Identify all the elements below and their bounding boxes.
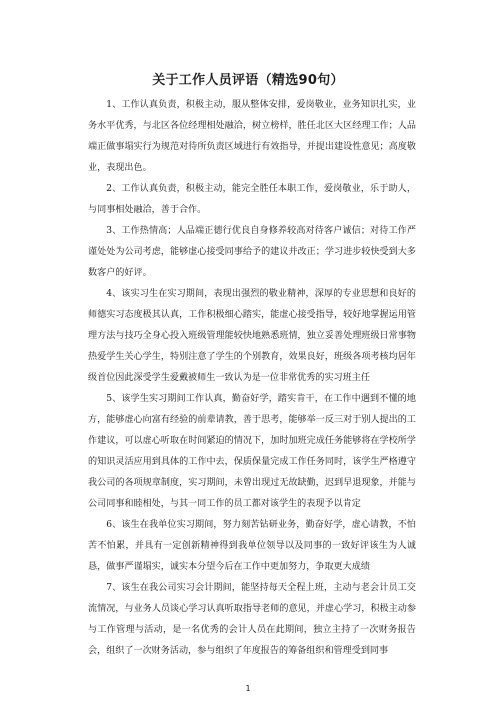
- paragraph-7: 7、该生在我公司实习会计期间，能坚持每天全程上班，主动与老会计员工交流情况，与业务人员谈心学习认真听取指导老师的意见，并虚心学习，积极主动参与工作管理与活动，是一名优秀的会计人员在此期间，独立主持了一次财务报告会，组织了一次财务活动，参与组织了年度报告的筹备组织和管理受到同事: [88, 583, 416, 656]
- paragraph-6: 6、该生在我单位实习期间，努力刻苦钻研业务，勤奋好学，虚心请教，不怕苦不怕累，并具有一定创新精神得到我单位领导以及同事的一致好评该生为人诚恳，做事严谨塌实，诚实本分望今后在工作中更加努力，争取更大成绩: [88, 520, 416, 572]
- paragraph-1: 1、工作认真负责，积极主动，服从整体安排，爱岗敬业，业务知识扎实，业务水平优秀，与北区各位经理相处融洽，树立榜样，胜任北区大区经理工作；人品端正做事塌实行为规范对待所负责区域进行有效指导，并提出建设性意见；高度敬业，表现出色。: [88, 100, 416, 173]
- page-number: 1: [245, 684, 251, 693]
- document-title: 关于工作人员评语（精选90句）: [152, 73, 344, 88]
- paragraph-5: 5、该学生实习期间工作认真，勤奋好学，踏实肯干，在工作中遇到不懂的地方，能够虚心向富有经验的前辈请教，善于思考，能够举一反三对于别人提出的工作建议，可以虚心听取在时间紧迫的情况下，加时加班完成任务能够将在学校所学的知识灵活应用到具体的工作中去，保质保量完成工作任务同时，该学生严格遵守我公司的各项规章制度，实习期间，未曾出现过无故缺勤，迟到早退现象，并能与公司同事和睦相处，与其一同工作的员工都对该学生的表现予以肯定: [88, 394, 416, 509]
- paragraph-3: 3、工作热情高；人品端正德行优良自身修养较高对待客户诚信；对待工作严谨处处为公司考虑，能够虚心接受同事给予的建议并改正；学习进步较快受到大多数客户的好评。: [88, 226, 416, 278]
- document-body: [88, 95, 416, 662]
- paragraph-2: 2、工作认真负责，积极主动，能完全胜任本职工作，爱岗敬业，乐于助人，与同事相处融洽，善于合作。: [88, 184, 416, 215]
- paragraph-4: 4、该实习生在实习期间，表现出强烈的敬业精神，深厚的专业思想和良好的师德实习态度极其认真，工作积极细心踏实，能虚心接受指导，较好地掌握运用管理方法与技巧全身心投入班级管理能较快地熟悉班情，独立妥善处理班级日常事物热爱学生关心学生，特别注意了学生的个别教育，效果良好，班级各项考核均居年级首位因此深受学生爱戴被师生一致认为是一位非常优秀的实习班主任: [88, 289, 416, 383]
